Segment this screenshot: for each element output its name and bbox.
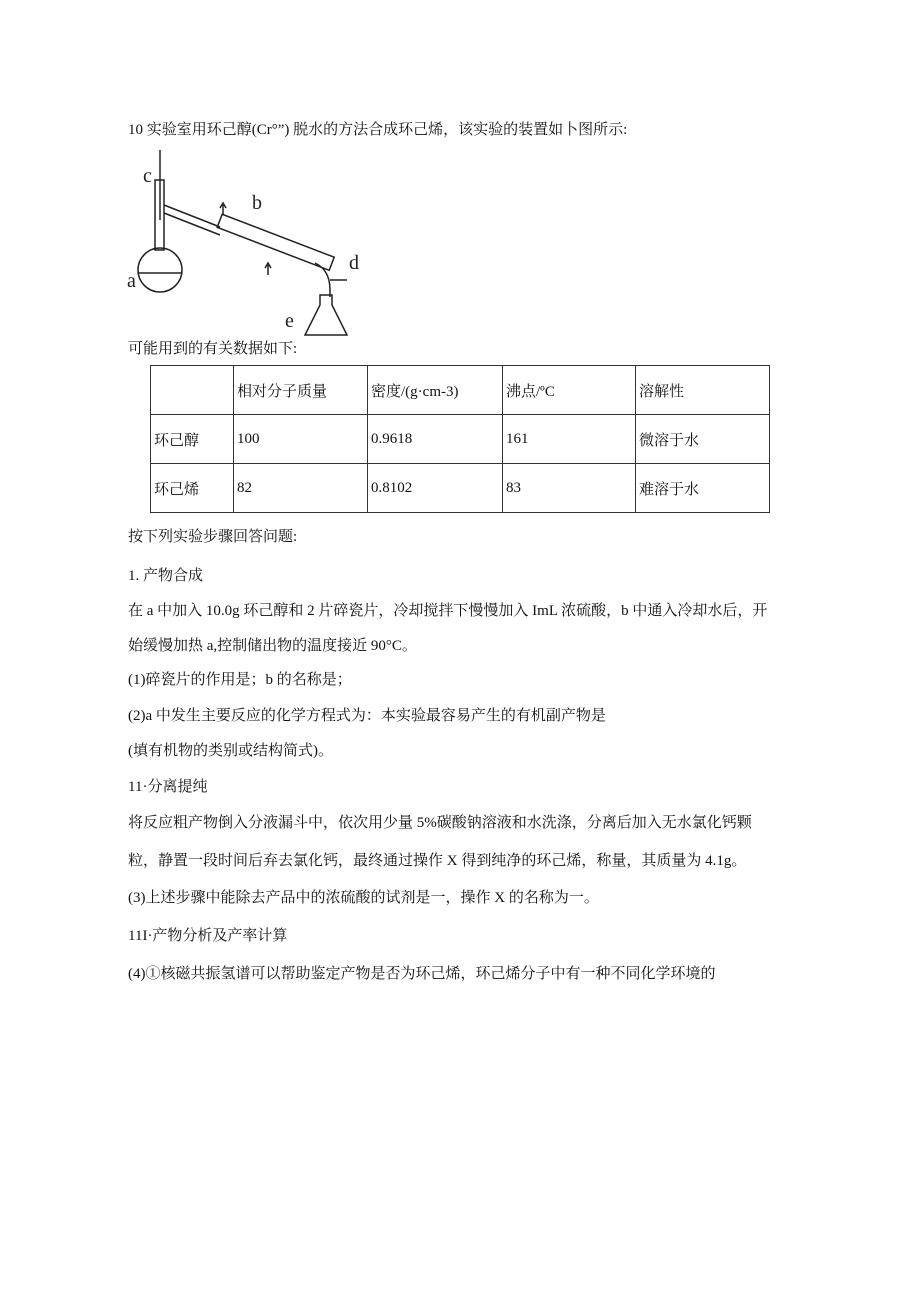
header-cell: [151, 366, 234, 415]
header-cell: 溶解性: [636, 366, 770, 415]
cell: 82: [234, 464, 368, 513]
header-cell: 密度/(g·cm-3): [368, 366, 503, 415]
table-caption: 可能用到的有关数据如下:: [128, 341, 298, 357]
table-row: [151, 464, 770, 513]
header-cell: 沸点/ºC: [503, 366, 636, 415]
question-item: (2)a 中发生主要反应的化学方程式为：本实验最容易产生的有机副产物是: [128, 708, 606, 724]
section-heading: 11I·产物分析及产率计算: [128, 928, 288, 944]
conical-flask: [305, 295, 347, 335]
table-row: [151, 415, 770, 464]
distillation-apparatus-diagram: [125, 145, 365, 340]
label-b: b: [252, 192, 262, 214]
label-d: d: [349, 252, 359, 274]
text-line: 粒，静置一段时间后弃去氯化钙，最终通过操作 X 得到纯净的环己烯，称量，其质量为 4.1g。: [128, 853, 747, 869]
section-heading: 1. 产物合成: [128, 568, 204, 584]
section-heading: 11·分离提纯: [128, 779, 208, 795]
cell: 0.8102: [368, 464, 503, 513]
label-a: a: [127, 270, 136, 292]
text-line: (填有机物的类别或结构简式)。: [128, 743, 333, 759]
condenser: [217, 214, 334, 270]
header-cell: 相对分子质量: [234, 366, 368, 415]
cell: 环己醇: [151, 415, 234, 464]
label-e: e: [285, 310, 294, 332]
label-c: c: [143, 165, 152, 187]
cell: 0.9618: [368, 415, 503, 464]
text-line: 将反应粗产物倒入分液漏斗中，依次用少量 5%碳酸钠溶液和水洗涤，分离后加入无水氯化钙颗: [128, 815, 752, 831]
question-title: 10 实验室用环己醇(Cr°”) 脱水的方法合成环己烯，该实验的装置如卜图所示:: [128, 122, 628, 138]
question-item: (1)碎瓷片的作用是；b 的名称是；: [128, 672, 352, 688]
text-line: 始缓慢加热 a,控制储出物的温度接近 90°C。: [128, 638, 417, 654]
round-bottom-flask: [138, 248, 182, 292]
question-item: (3)上述步骤中能除去产品中的浓硫酸的试剂是一，操作 X 的名称为一。: [128, 890, 599, 906]
question-item: (4)①核磁共振氢谱可以帮助鉴定产物是否为环己烯，环己烯分子中有一种不同化学环境的: [128, 966, 716, 982]
cell: 难溶于水: [636, 464, 770, 513]
cell: 161: [503, 415, 636, 464]
cell: 微溶于水: [636, 415, 770, 464]
cell: 83: [503, 464, 636, 513]
cell: 100: [234, 415, 368, 464]
cell: 环己烯: [151, 464, 234, 513]
data-table: [150, 365, 770, 513]
text-line: 按下列实验步骤回答问题:: [128, 529, 298, 545]
table-header-row: [151, 366, 770, 415]
text-line: 在 a 中加入 10.0g 环己醇和 2 片碎瓷片，冷却搅拌下慢慢加入 ImL 浓硫酸，b 中通入冷却水后，开: [128, 603, 768, 619]
